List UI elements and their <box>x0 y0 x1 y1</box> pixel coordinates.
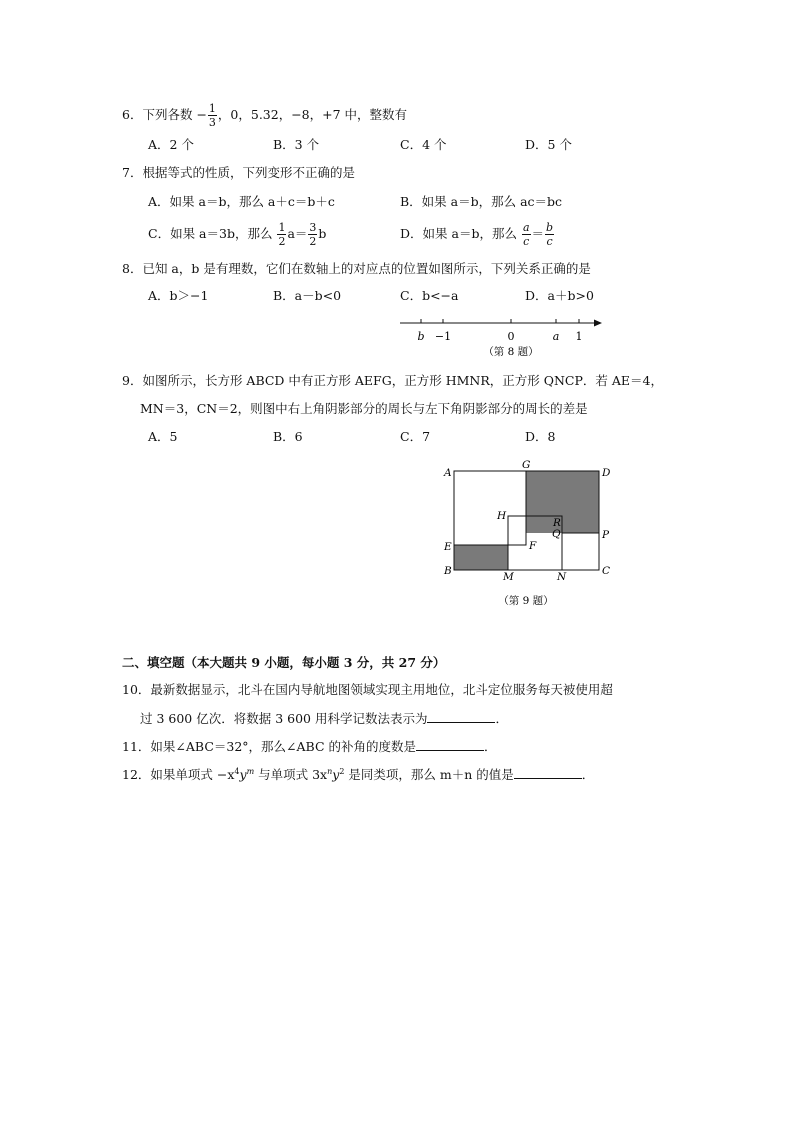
q7-c-frac2-den: 2 <box>309 235 317 248</box>
q7-d-frac2-den: c <box>546 235 553 248</box>
q9-square-qncp <box>562 533 599 570</box>
q6-prefix: 6．下列各数 <box>122 107 193 122</box>
q8-axis-arrow <box>594 320 602 327</box>
q7-d-prefix: D．如果 a＝b，那么 <box>400 226 517 241</box>
q6-frac-sign: − <box>196 107 207 122</box>
q9-label-e: E <box>444 541 452 553</box>
q7-stem: 7．根据等式的性质，下列变形不正确的是 <box>122 165 355 180</box>
q11-text: 11．如果∠ABC＝32°，那么∠ABC 的补角的度数是 <box>122 739 417 754</box>
q9-stem-line1: 9．如图所示，长方形 ABCD 中有正方形 AEFG，正方形 HMNR，正方形 QNCP．若 AE＝4， <box>122 373 663 388</box>
q7-c-frac2-num: 3 <box>309 221 317 234</box>
q6-fraction <box>208 103 217 128</box>
q8-stem: 8．已知 a，b 是有理数，它们在数轴上的对应点的位置如图所示，下列关系正确的是 <box>122 261 591 276</box>
q12-answer-blank[interactable] <box>514 768 582 779</box>
q12 <box>122 768 594 782</box>
q9-label-p: P <box>602 529 610 541</box>
q12-end: ． <box>581 767 595 783</box>
q9-label-n: N <box>557 571 567 583</box>
section2-heading: 二、填空题（本大题共 9 小题，每小题 3 分，共 27 分） <box>122 655 446 670</box>
q7-c-mid: a＝ <box>287 226 308 241</box>
q7-option-a: A．如果 a＝b，那么 a＋c＝b＋c <box>148 194 335 209</box>
q12-p2: y <box>239 767 247 783</box>
q9-label-b: B <box>444 565 452 577</box>
q12-sup4: 2 <box>339 767 345 776</box>
q8-option-d: D．a＋b>0 <box>525 288 594 303</box>
q10-line2 <box>140 712 508 726</box>
q9-label-d: D <box>602 467 611 479</box>
q9-option-b: B．6 <box>273 429 303 444</box>
q7-c-frac1-num: 1 <box>278 221 286 234</box>
q9-label-g: G <box>522 459 531 471</box>
q12-p5: 是同类项，那么 m＋n 的值是 <box>344 767 514 783</box>
q10-line1: 10．最新数据显示，北斗在国内导航地图领域实现主用地位，北斗定位服务每天被使用超 <box>122 682 613 697</box>
q12-p4: y <box>332 767 340 783</box>
q7-d-frac2-num: b <box>546 221 554 234</box>
q8-option-a: A．b＞−1 <box>148 288 209 303</box>
q7-c-frac2 <box>308 222 317 247</box>
q6-frac-den: 3 <box>208 116 216 129</box>
q7-d-frac1-den: c <box>523 235 530 248</box>
q6-frac-num: 1 <box>208 102 216 115</box>
q10-answer-blank[interactable] <box>427 712 495 723</box>
q11-end: ． <box>484 739 497 754</box>
q8-label-b: b <box>417 330 425 343</box>
q7-option-c <box>148 222 326 247</box>
q9-option-c: C．7 <box>400 429 431 444</box>
q7-c-frac1 <box>277 222 286 247</box>
q12-sup1: 4 <box>234 767 240 776</box>
q8-label-0: 0 <box>507 330 515 343</box>
q7-option-d <box>400 222 555 247</box>
q8-option-c: C．b<−a <box>400 288 459 303</box>
q8-option-b: B．a－b<0 <box>273 288 342 303</box>
q9-option-d: D．8 <box>525 429 556 444</box>
q9-stem-line2: MN＝3，CN＝2，则图中右上角阴影部分的周长与左下角阴影部分的周长的差是 <box>140 401 588 416</box>
q9-option-a: A．5 <box>148 429 178 444</box>
q6-option-a: A．2 个 <box>148 137 194 152</box>
q11 <box>122 740 497 754</box>
q9-rectangle-figure <box>436 458 616 610</box>
q7-option-b: B．如果 a＝b，那么 ac＝bc <box>400 194 563 209</box>
q9-caption: （第 9 题） <box>498 595 554 607</box>
q12-sup2: m <box>246 767 255 776</box>
q6-option-c: C．4 个 <box>400 137 447 152</box>
q9-label-c: C <box>602 565 611 577</box>
q9-label-r: R <box>553 517 561 529</box>
q9-label-a: A <box>444 467 452 479</box>
q12-p1: 12．如果单项式 −x <box>122 767 235 783</box>
q7-d-frac1 <box>522 222 531 247</box>
q8-number-line-figure <box>396 314 608 360</box>
q10-end: ． <box>495 711 508 726</box>
q9-label-h: H <box>497 510 507 522</box>
q7-c-end: b <box>318 226 327 241</box>
q9-label-f: F <box>529 540 537 552</box>
q7-c-prefix: C．如果 a＝3b，那么 <box>148 226 273 241</box>
q11-answer-blank[interactable] <box>416 740 484 751</box>
q6-option-b: B．3 个 <box>273 137 320 152</box>
q8-label-neg1: −1 <box>434 330 452 343</box>
q6-rest: ，0，5.32，−8，+7 中，整数有 <box>217 107 408 122</box>
q9-label-q: Q <box>552 528 561 540</box>
q12-p3: 与单项式 3x <box>254 767 328 783</box>
q7-d-frac1-num: a <box>522 221 530 234</box>
q8-caption: （第 8 题） <box>483 346 539 358</box>
q7-c-frac1-den: 2 <box>278 235 286 248</box>
q8-label-a: a <box>552 330 560 343</box>
q6-stem <box>122 103 407 128</box>
q7-d-mid: ＝ <box>531 226 545 241</box>
q12-sup3: n <box>327 767 333 776</box>
q9-shade-bottom-left <box>454 545 508 570</box>
q9-label-m: M <box>503 571 514 583</box>
q9-square-aefg-edges <box>454 471 526 545</box>
q7-d-frac2 <box>545 222 554 247</box>
q8-label-1: 1 <box>575 330 583 343</box>
q6-option-d: D．5 个 <box>525 137 572 152</box>
q10-line2-text: 过 3 600 亿次．将数据 3 600 用科学记数法表示为 <box>140 711 428 726</box>
